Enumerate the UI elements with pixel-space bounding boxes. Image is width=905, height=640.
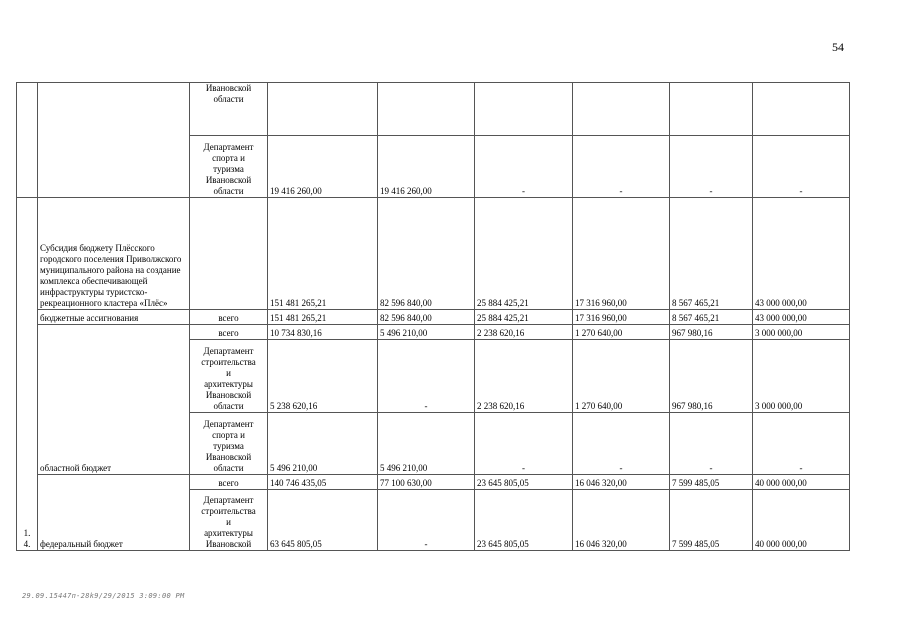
value-cell: - [573,136,670,198]
value-cell: 3 000 000,00 [753,340,850,413]
table-row [17,325,850,340]
value-cell: 151 481 265,21 [268,310,378,325]
value-cell: 82 596 840,00 [378,310,475,325]
value-cell: 8 567 465,21 [670,310,753,325]
dept-cell: Департамент спорта и туризма Ивановской области [190,413,268,475]
value-cell: 151 481 265,21 [268,198,378,310]
value-cell: - [475,413,573,475]
value-cell: 967 980,16 [670,340,753,413]
table-row [17,83,850,136]
value-cell: - [378,490,475,551]
value-cell: 40 000 000,00 [753,490,850,551]
value-cell: 2 238 620,16 [475,325,573,340]
value-cell: 82 596 840,00 [378,198,475,310]
page-number: 54 [832,40,844,54]
value-cell: - [753,136,850,198]
value-cell: 43 000 000,00 [753,310,850,325]
table-row [17,310,850,325]
value-cell: 7 599 485,05 [670,475,753,490]
value-cell: 3 000 000,00 [753,325,850,340]
value-cell: - [753,413,850,475]
value-cell: 17 316 960,00 [573,310,670,325]
value-cell: 8 567 465,21 [670,198,753,310]
dept-cell: Департамент строительства и архитектуры Ивановской [190,490,268,551]
value-cell: 5 496 210,00 [378,413,475,475]
value-cell: 25 884 425,21 [475,198,573,310]
value-cell: 23 645 805,05 [475,490,573,551]
value-cell: 140 746 435,05 [268,475,378,490]
dept-cell: Ивановской области [190,83,268,136]
value-cell: 19 416 260,00 [378,136,475,198]
allocations-name: бюджетные ассигнования [38,310,190,325]
value-cell: 1 270 640,00 [573,340,670,413]
code-cell [17,83,38,198]
dept-cell: Департамент спорта и туризма Ивановской области [190,136,268,198]
value-cell: 7 599 485,05 [670,490,753,551]
value-cell: - [670,136,753,198]
value-cell: - [378,340,475,413]
value-cell: 40 000 000,00 [753,475,850,490]
federal-budget-name: федеральный бюджет [38,475,190,551]
value-cell: - [475,136,573,198]
table-row [17,475,850,490]
subsidy-name: Субсидия бюджету Плёсского городского поселения Приволжского муниципального района на создание комплекса обеспечивающей инфраструктуры туристско-рекреационного кластера «Плёс» [38,198,190,310]
document-footer: 29.09.15447п-28k9/29/2015 3:09:00 PM [22,592,185,600]
value-cell: 16 046 320,00 [573,490,670,551]
value-cell: 63 645 805,05 [268,490,378,551]
value-cell: - [573,413,670,475]
value-cell: - [670,413,753,475]
value-cell: 43 000 000,00 [753,198,850,310]
total-label: всего [190,475,268,490]
value-cell: 1 270 640,00 [573,325,670,340]
value-cell: 5 496 210,00 [378,325,475,340]
total-label: всего [190,310,268,325]
value-cell: 17 316 960,00 [573,198,670,310]
row-code: 1. 4. [17,198,38,551]
value-cell: 16 046 320,00 [573,475,670,490]
value-cell: 25 884 425,21 [475,310,573,325]
value-cell: 967 980,16 [670,325,753,340]
value-cell: 10 734 830,16 [268,325,378,340]
value-cell: 77 100 630,00 [378,475,475,490]
value-cell: 5 496 210,00 [268,413,378,475]
name-cell [38,83,190,198]
value-cell: 23 645 805,05 [475,475,573,490]
value-cell: 2 238 620,16 [475,340,573,413]
budget-table [16,82,850,551]
total-label: всего [190,325,268,340]
value-cell: 19 416 260,00 [268,136,378,198]
value-cell: 5 238 620,16 [268,340,378,413]
dept-cell: Департамент строительства и архитектуры Ивановской области [190,340,268,413]
table-row [17,198,850,310]
regional-budget-name: областной бюджет [38,325,190,475]
